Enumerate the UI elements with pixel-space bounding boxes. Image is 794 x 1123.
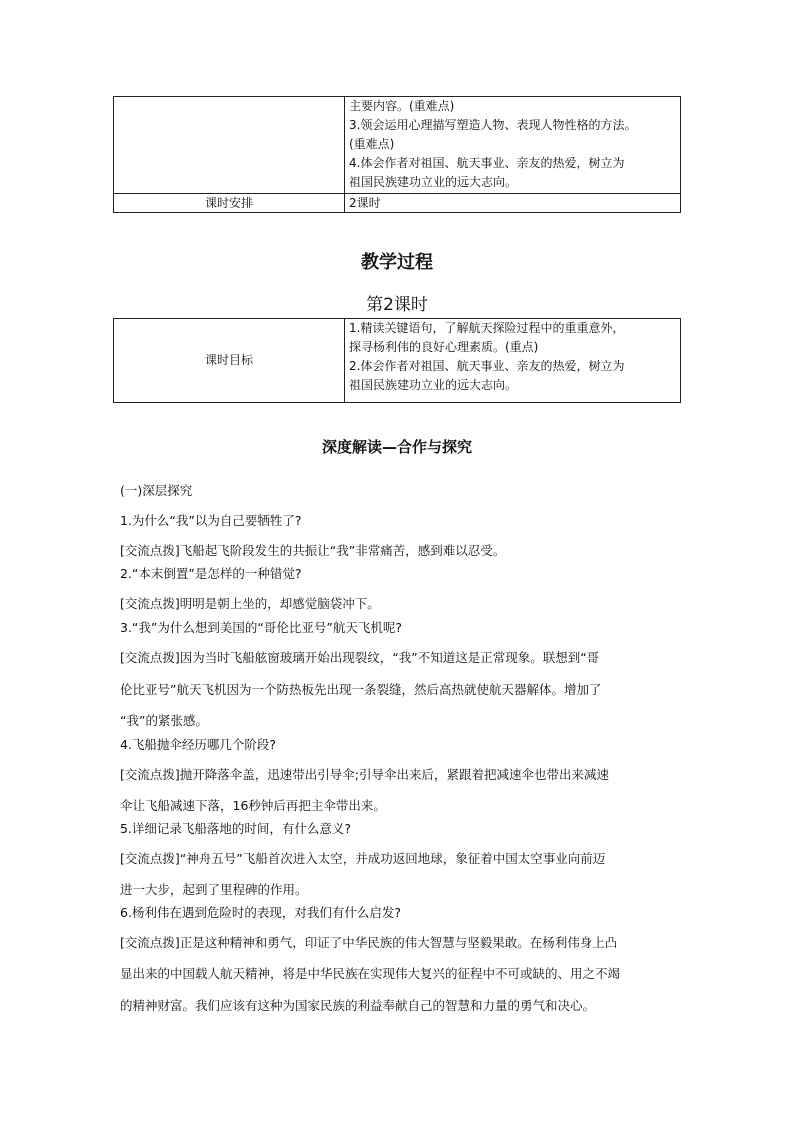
question-line: 4.飞船抛伞经历哪几个阶段? <box>120 737 277 752</box>
answer-line: 显出来的中国载人航天精神，将是中华民族在实现伟大复兴的征程中不可或缺的、用之不竭 <box>120 966 621 981</box>
answer-line: [交流点拨]飞船起飞阶段发生的共振让“我”非常痛苦，感到难以忍受。 <box>120 543 506 558</box>
objective-line: 主要内容。(重难点) <box>349 99 455 113</box>
goal-line: 2.体会作者对祖国、航天事业、亲友的热爱，树立为 <box>349 359 625 373</box>
answer-line: 伦比亚号”航天飞机因为一个防热板先出现一条裂缝，然后高热就使航天器解体。增加了 <box>120 682 602 697</box>
question-line: 2.“本末倒置”是怎样的一种错觉? <box>120 566 302 581</box>
answer-line: [交流点拨]因为当时飞船舷窗玻璃开始出现裂纹，“我”不知道这是正常现象。联想到“哥 <box>120 650 600 665</box>
objective-line: 4.体会作者对祖国、航天事业、亲友的热爱，树立为 <box>349 156 625 170</box>
empty-label-cell <box>114 97 345 194</box>
objective-line: 祖国民族建功立业的远大志向。 <box>349 175 518 189</box>
answer-line: 进一大步，起到了里程碑的作用。 <box>120 882 308 897</box>
lesson-goal-table <box>113 318 681 403</box>
answer-line: [交流点拨]明明是朝上坐的，却感觉脑袋冲下。 <box>120 596 380 611</box>
goal-line: 1.精读关键语句，了解航天探险过程中的重重意外， <box>349 321 625 335</box>
objectives-table-continued <box>113 96 681 213</box>
objective-line: 3.领会运用心理描写塑造人物、表现人物性格的方法。 <box>349 118 637 132</box>
answer-line: 伞让飞船减速下落，16秒钟后再把主伞带出来。 <box>120 798 386 813</box>
answer-line: [交流点拨]正是这种精神和勇气，印证了中华民族的伟大智慧与坚毅果敢。在杨利伟身上凸 <box>120 935 618 950</box>
section-title: 深度解读—合作与探究 <box>321 438 472 456</box>
question-line: 1.为什么“我”以为自己要牺牲了? <box>120 513 302 528</box>
answer-line: [交流点拨]抛开降落伞盖，迅速带出引导伞;引导伞出来后，紧跟着把减速伞也带出来减速 <box>120 767 609 782</box>
subsection-heading: (一)深层探究 <box>120 483 193 498</box>
answer-line: “我”的紧张感。 <box>120 713 208 728</box>
answer-line: 的精神财富。我们应该有这种为国家民族的利益奉献自己的智慧和力量的勇气和决心。 <box>120 998 596 1013</box>
question-line: 6.杨利伟在遇到危险时的表现，对我们有什么启发? <box>120 905 402 920</box>
objectives-cell <box>345 97 681 194</box>
objective-line: (重难点) <box>349 137 395 151</box>
goal-cell <box>345 319 681 403</box>
goal-label: 课时目标 <box>114 319 345 403</box>
question-line: 5.详细记录飞船落地的时间，有什么意义? <box>120 821 352 836</box>
answer-line: [交流点拨]“神舟五号”飞船首次进入太空，并成功返回地球，象征着中国太空事业向前迈 <box>120 851 606 866</box>
goal-line: 探寻杨利伟的良好心理素质。(重点) <box>349 340 539 354</box>
schedule-value: 2课时 <box>345 194 681 213</box>
question-line: 3.“我”为什么想到美国的“哥伦比亚号”航天飞机呢? <box>120 620 402 635</box>
lesson-title: 第2课时 <box>366 295 428 315</box>
schedule-label: 课时安排 <box>114 194 345 213</box>
page-title: 教学过程 <box>361 252 433 273</box>
goal-line: 祖国民族建功立业的远大志向。 <box>349 378 518 392</box>
